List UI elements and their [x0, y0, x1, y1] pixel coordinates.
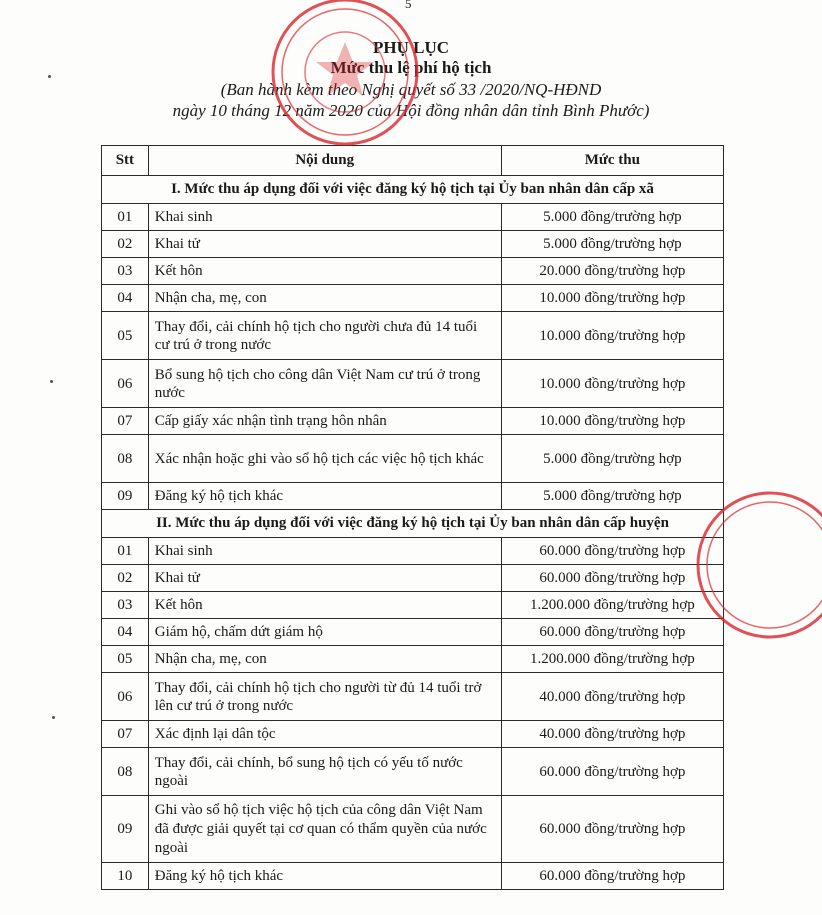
row-content: Xác nhận hoặc ghi vào sổ hộ tịch các việc hộ tịch khác — [148, 435, 501, 483]
table-row — [102, 204, 724, 231]
row-stt: 09 — [102, 483, 149, 510]
issuance-line-1: (Ban hành kèm theo Nghị quyết số 33 /2020/NQ-HĐND — [220, 80, 602, 99]
row-stt: 07 — [102, 408, 149, 435]
section-title: I. Mức thu áp dụng đối với việc đăng ký hộ tịch tại Ủy ban nhân dân cấp xã — [102, 176, 724, 204]
row-fee: 40.000 đồng/trường hợp — [501, 673, 723, 721]
row-content: Khai sinh — [148, 538, 501, 565]
table-row — [102, 312, 724, 360]
row-stt: 03 — [102, 258, 149, 285]
row-content: Kết hôn — [148, 258, 501, 285]
section-title: II. Mức thu áp dụng đối với việc đăng ký hộ tịch tại Ủy ban nhân dân cấp huyện — [102, 510, 724, 538]
row-content: Nhận cha, mẹ, con — [148, 285, 501, 312]
row-fee: 10.000 đồng/trường hợp — [501, 312, 723, 360]
row-stt: 05 — [102, 646, 149, 673]
row-content: Xác định lại dân tộc — [148, 721, 501, 748]
appendix-subject: Mức thu lệ phí hộ tịch — [330, 58, 492, 77]
row-content: Bổ sung hộ tịch cho công dân Việt Nam cư trú ở trong nước — [148, 360, 501, 408]
row-stt: 04 — [102, 285, 149, 312]
table-row — [102, 565, 724, 592]
table-row — [102, 619, 724, 646]
row-fee: 10.000 đồng/trường hợp — [501, 408, 723, 435]
row-content: Thay đổi, cải chính hộ tịch cho người chưa đủ 14 tuổi cư trú ở trong nước — [148, 312, 501, 360]
row-stt: 02 — [102, 565, 149, 592]
row-content: Khai sinh — [148, 204, 501, 231]
row-content: Cấp giấy xác nhận tình trạng hôn nhân — [148, 408, 501, 435]
row-stt: 08 — [102, 435, 149, 483]
row-fee: 1.200.000 đồng/trường hợp — [501, 592, 723, 619]
issuance-line-2: ngày 10 tháng 12 năm 2020 của Hội đồng nhân dân tỉnh Bình Phước) — [172, 101, 650, 120]
row-content: Khai tử — [148, 565, 501, 592]
table-row — [102, 592, 724, 619]
row-stt: 06 — [102, 673, 149, 721]
table-header-row — [102, 146, 724, 176]
row-fee: 1.200.000 đồng/trường hợp — [501, 646, 723, 673]
row-fee: 5.000 đồng/trường hợp — [501, 435, 723, 483]
header-fee: Mức thu — [501, 146, 723, 176]
appendix-title: PHỤ LỤC — [372, 38, 450, 57]
row-fee: 20.000 đồng/trường hợp — [501, 258, 723, 285]
header-stt: Stt — [102, 146, 149, 176]
row-stt: 01 — [102, 538, 149, 565]
row-content: Ghi vào sổ hộ tịch việc hộ tịch của công dân Việt Nam đã được giải quyết tại cơ quan có thẩm quyền của nước ngoài — [148, 796, 501, 863]
row-content: Đăng ký hộ tịch khác — [148, 863, 501, 890]
row-content: Nhận cha, mẹ, con — [148, 646, 501, 673]
page-number: 5 — [405, 0, 412, 11]
row-fee: 5.000 đồng/trường hợp — [501, 231, 723, 258]
scan-speck — [50, 380, 53, 383]
table-row — [102, 796, 724, 863]
row-content: Giám hộ, chấm dứt giám hộ — [148, 619, 501, 646]
row-fee: 60.000 đồng/trường hợp — [501, 863, 723, 890]
table-row — [102, 231, 724, 258]
row-stt: 05 — [102, 312, 149, 360]
table-row — [102, 538, 724, 565]
row-fee: 60.000 đồng/trường hợp — [501, 565, 723, 592]
table-row — [102, 285, 724, 312]
row-content: Khai tử — [148, 231, 501, 258]
row-fee: 5.000 đồng/trường hợp — [501, 483, 723, 510]
table-row — [102, 721, 724, 748]
row-fee: 10.000 đồng/trường hợp — [501, 360, 723, 408]
row-stt: 01 — [102, 204, 149, 231]
table-row — [102, 360, 724, 408]
row-fee: 10.000 đồng/trường hợp — [501, 285, 723, 312]
table-row — [102, 748, 724, 796]
row-stt: 04 — [102, 619, 149, 646]
table-row — [102, 646, 724, 673]
row-fee: 60.000 đồng/trường hợp — [501, 619, 723, 646]
row-content: Thay đổi, cải chính hộ tịch cho người từ đủ 14 tuổi trở lên cư trú ở trong nước — [148, 673, 501, 721]
table-row — [102, 863, 724, 890]
row-fee: 60.000 đồng/trường hợp — [501, 796, 723, 863]
row-fee: 60.000 đồng/trường hợp — [501, 748, 723, 796]
table-row — [102, 435, 724, 483]
row-content: Đăng ký hộ tịch khác — [148, 483, 501, 510]
fee-table — [101, 145, 724, 890]
table-row — [102, 483, 724, 510]
row-fee: 5.000 đồng/trường hợp — [501, 204, 723, 231]
row-stt: 08 — [102, 748, 149, 796]
section-row-district — [102, 510, 724, 538]
table-row — [102, 258, 724, 285]
row-stt: 09 — [102, 796, 149, 863]
row-stt: 02 — [102, 231, 149, 258]
scan-speck — [52, 716, 55, 719]
row-stt: 06 — [102, 360, 149, 408]
row-content: Kết hôn — [148, 592, 501, 619]
row-fee: 40.000 đồng/trường hợp — [501, 721, 723, 748]
row-stt: 03 — [102, 592, 149, 619]
row-stt: 07 — [102, 721, 149, 748]
table-row — [102, 673, 724, 721]
table-row — [102, 408, 724, 435]
row-content: Thay đổi, cải chính, bổ sung hộ tịch có yếu tố nước ngoài — [148, 748, 501, 796]
row-fee: 60.000 đồng/trường hợp — [501, 538, 723, 565]
scan-speck — [48, 75, 51, 78]
header-content: Nội dung — [148, 146, 501, 176]
section-row-commune — [102, 176, 724, 204]
row-stt: 10 — [102, 863, 149, 890]
